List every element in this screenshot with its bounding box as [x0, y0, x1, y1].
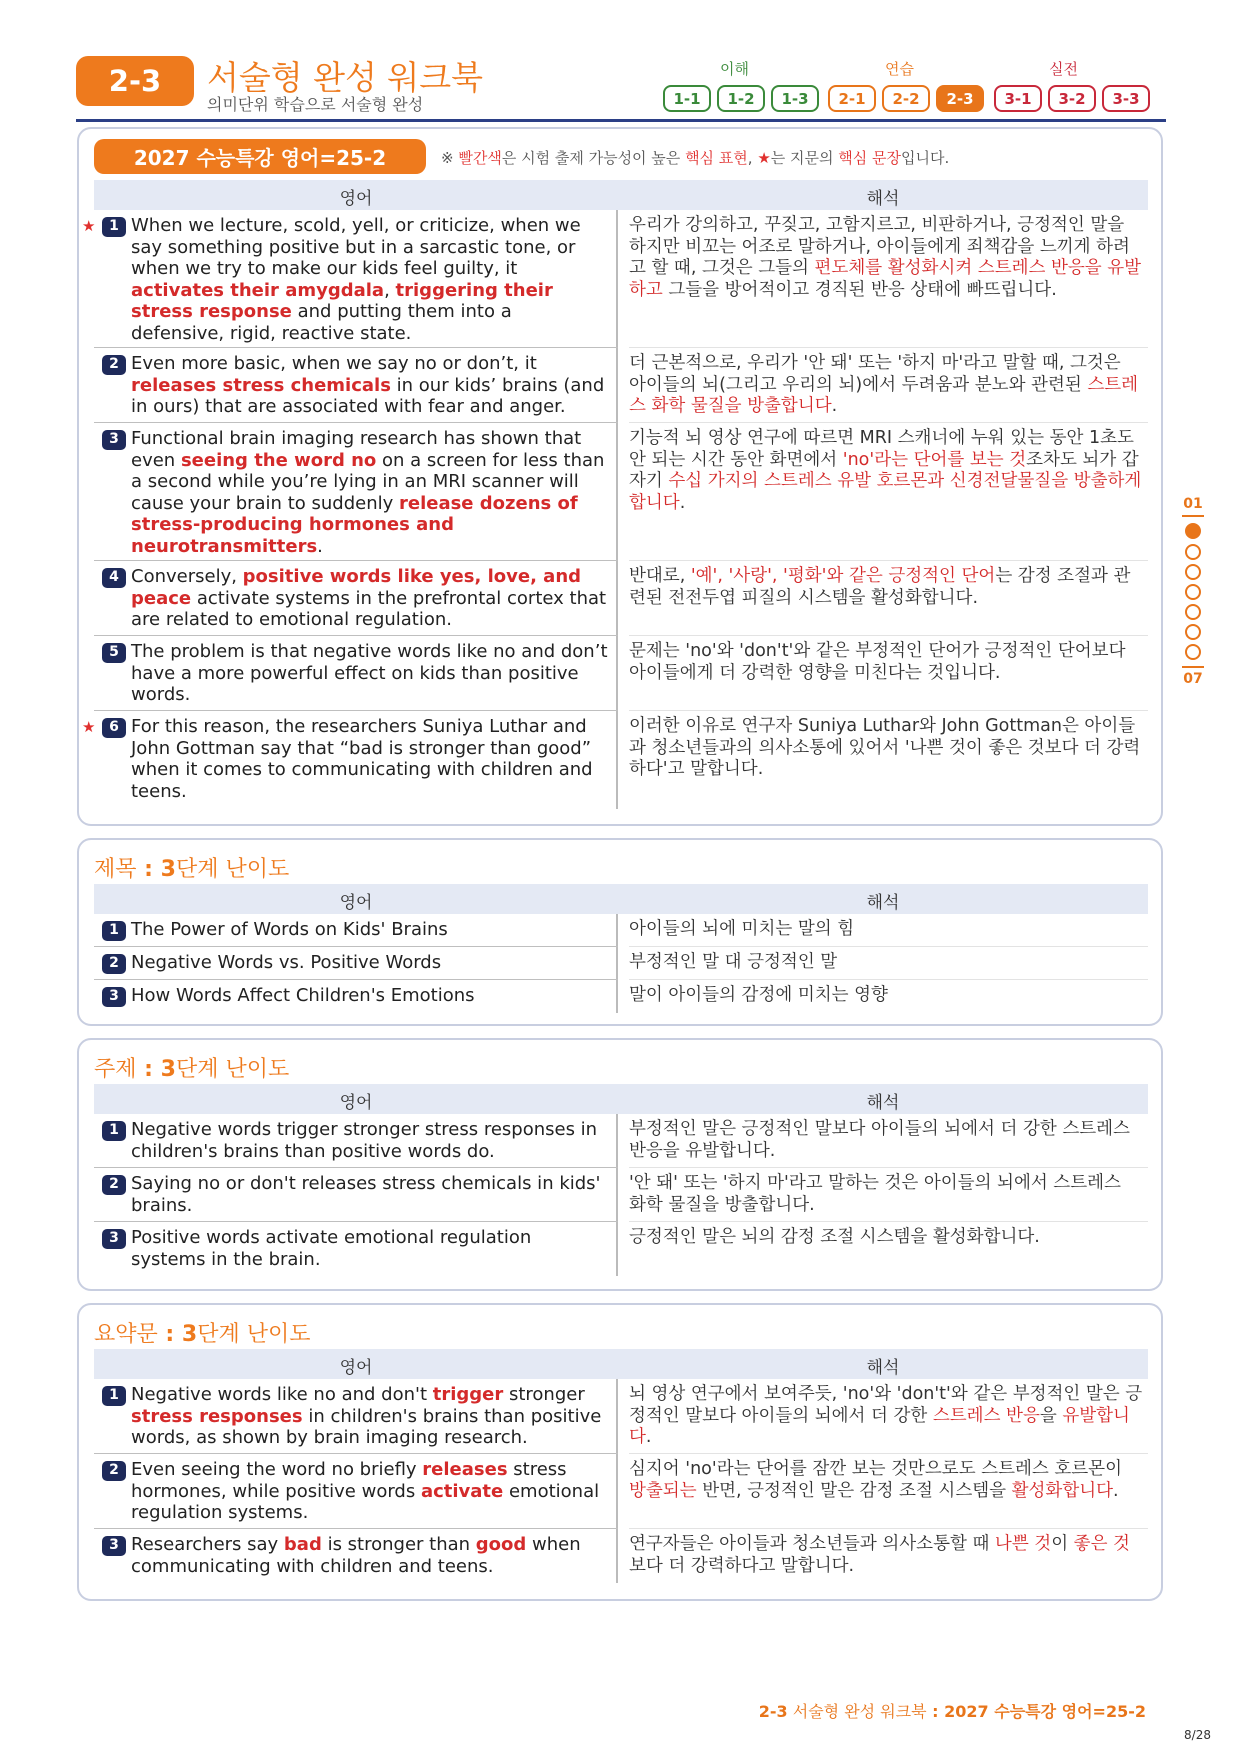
header-divider — [76, 119, 1166, 122]
sentence-text: Even seeing the word no briefly — [131, 1459, 423, 1480]
translation-text: 그들을 방어적이고 경직된 반응 상태에 빠뜨립니다. — [662, 279, 1057, 300]
section-title: 주제 : 3단계 난이도 — [94, 1057, 290, 1082]
progress-bar-bottom — [1182, 666, 1204, 668]
translation-text: . — [831, 396, 838, 417]
sentence-text: Researchers say — [131, 1534, 284, 1555]
sentence-text: The Power of Words on Kids' Brains — [131, 919, 448, 940]
header-korean: 해석 — [866, 189, 900, 209]
translation-text: 이러한 이유로 연구자 Suniya Luthar와 John Gottman은 아이들과 청소년들과의 의사소통에 있어서 '나쁜 것이 좋은 것보다 더 강력하다'고 말합니다. — [629, 716, 1141, 780]
table-row — [94, 1168, 1148, 1222]
progress-dot — [1185, 564, 1201, 580]
translation-text: 보다 더 강력하다고 말합니다. — [629, 1555, 855, 1576]
translation-text: . — [679, 492, 686, 513]
korean-cell — [629, 980, 1143, 1007]
english-cell — [94, 1379, 618, 1454]
topic-section-panel — [77, 1038, 1163, 1291]
page-number: 8/28 — [1184, 1728, 1211, 1742]
key-expression: positive words like yes, love, and peace — [131, 566, 582, 609]
english-cell — [94, 636, 618, 711]
korean-cell — [629, 1379, 1143, 1449]
row-number-badge: 1 — [102, 1121, 126, 1141]
source-label: 2027 수능특강 영어=25-2 — [94, 139, 426, 174]
translation-text: 이 — [1051, 1534, 1074, 1554]
korean-cell — [629, 914, 1143, 941]
key-expression: releases stress chemicals — [131, 374, 391, 396]
english-cell — [94, 1222, 618, 1276]
table-row — [94, 423, 1148, 561]
sentence-text: when communicating with children and teens. — [131, 1534, 581, 1577]
key-translation: 유발합니다 — [629, 1405, 1130, 1448]
translation-text: 반대로, — [629, 566, 691, 586]
row-number-badge: 3 — [102, 1536, 126, 1556]
key-translation: 활성화합니다 — [1011, 1480, 1114, 1501]
table-row — [82, 711, 1148, 809]
table-row — [94, 914, 1148, 947]
key-expression: release dozens of stress-producing hormones and neurotransmitters — [131, 492, 578, 557]
passage-panel — [77, 127, 1163, 826]
korean-cell — [629, 947, 1143, 974]
korean-cell — [629, 1168, 1143, 1216]
sentence-text: Saying no or don't releases stress chemicals in kids' brains. — [131, 1173, 601, 1216]
progress-start-number: 01 — [1183, 496, 1203, 512]
korean-cell — [629, 423, 1143, 514]
sentence-text: in our kids’ brains (and in ours) that are associated with fear and anger. — [131, 374, 605, 418]
table-row — [82, 210, 1148, 348]
translation-text: 반면, 긍정적인 말은 감정 조절 시스템을 — [696, 1480, 1012, 1501]
korean-cell — [629, 210, 1143, 301]
key-translation: 좋은 것 — [1073, 1534, 1130, 1554]
key-translation: 수십 가지의 스트레스 유발 호르몬과 신경전달물질을 방출하게 합니다 — [629, 471, 1142, 513]
key-translation: '예', '사랑', '평화'와 같은 긍정적인 단어 — [690, 566, 996, 586]
table-row — [94, 561, 1148, 636]
key-expression: seeing the word no — [180, 449, 377, 471]
english-cell — [94, 1529, 618, 1583]
sentence-text: . — [317, 535, 323, 557]
group-label-practice: 연습 — [885, 60, 914, 78]
korean-cell — [629, 1454, 1143, 1502]
row-number-badge: 2 — [102, 1175, 126, 1195]
page-title: 서술형 완성 워크북 — [207, 58, 484, 97]
key-translation: 스트레스 반응 — [932, 1405, 1040, 1426]
translation-text: '안 돼' 또는 '하지 마'라고 말하는 것은 아이들의 뇌에서 스트레스 화학 물질을 방출합니다. — [629, 1173, 1121, 1215]
sentence-text: For this reason, the researchers Suniya Luthar and John Gottman say that “bad is stronger than good” when it comes to communicating with children and teens. — [131, 716, 593, 802]
row-number-badge: 2 — [102, 355, 126, 375]
sentence-text: Negative Words vs. Positive Words — [131, 952, 442, 973]
sentence-text: The problem is that negative words like no and don’t have a more powerful effect on kids than positive words. — [131, 641, 608, 706]
progress-dot — [1185, 644, 1201, 660]
translation-text: 연구자들은 아이들과 청소년들과 의사소통할 때 — [629, 1534, 995, 1554]
unit-code-badge: 2-3 — [76, 56, 194, 106]
step-2-2[interactable]: 2-2 — [882, 85, 930, 112]
row-number-badge: 1 — [102, 921, 126, 941]
table-row — [94, 1529, 1148, 1583]
korean-cell — [629, 561, 1143, 609]
table-row — [94, 1454, 1148, 1529]
korean-cell — [629, 1114, 1143, 1162]
translation-text: . — [1113, 1480, 1119, 1501]
progress-bar-top — [1182, 515, 1204, 517]
page-subtitle: 의미단위 학습으로 서술형 완성 — [207, 95, 424, 114]
row-number-badge: 4 — [102, 568, 126, 588]
progress-dot — [1185, 584, 1201, 600]
sentence-text: stress hormones, while positive words — [131, 1459, 567, 1502]
table-row — [94, 1222, 1148, 1276]
key-expression: bad — [283, 1534, 322, 1555]
key-translation: 편도체를 활성화시켜 스트레스 반응을 유발하고 — [629, 258, 1142, 300]
translation-text: 아이들의 뇌에 미치는 말의 힘 — [629, 919, 855, 939]
table-row — [94, 1114, 1148, 1168]
translation-text: 뇌 영상 연구에서 보여주듯, 'no'와 'don't'와 같은 부정적인 말은 긍정적인 말보다 아이들의 뇌에서 더 강한 — [629, 1384, 1143, 1426]
table-row — [94, 1379, 1148, 1454]
group-label-understand: 이해 — [720, 60, 749, 78]
translation-text: 조차도 뇌가 갑자기 — [629, 449, 1139, 492]
table-row — [94, 980, 1148, 1013]
korean-cell — [629, 1529, 1143, 1577]
english-cell — [82, 210, 618, 348]
step-navigation — [663, 58, 1163, 118]
step-2-1[interactable]: 2-1 — [828, 85, 876, 112]
translation-text: 문제는 'no'와 'don't'와 같은 부정적인 단어가 긍정적인 단어보다 아이들에게 더 강력한 영향을 미친다는 것입니다. — [629, 641, 1126, 683]
section-title: 제목 : 3단계 난이도 — [94, 857, 290, 882]
key-sentence-star-icon: ★ — [82, 217, 96, 235]
row-number-badge: 1 — [102, 217, 126, 237]
title-section-panel — [77, 838, 1163, 1026]
step-1-3[interactable]: 1-3 — [771, 85, 819, 112]
legend-note: ※ 빨간색은 시험 출제 가능성이 높은 핵심 표현, ★는 지문의 핵심 문장입니다. — [441, 149, 950, 167]
progress-end-number: 07 — [1183, 671, 1203, 687]
translation-text: 는 감정 조절과 관련된 전전두엽 피질의 시스템을 활성화합니다. — [629, 566, 1131, 608]
sentence-text: Conversely, — [131, 566, 243, 587]
step-2-3[interactable]: 2-3 — [936, 85, 984, 112]
translation-text: 더 근본적으로, 우리가 '안 돼' 또는 '하지 마'라고 말할 때, 그것은 아이들의 뇌(그리고 우리의 뇌)에서 두려움과 분노와 관련된 — [629, 353, 1121, 395]
progress-dot — [1185, 544, 1201, 560]
english-cell — [94, 980, 618, 1013]
english-cell — [94, 1454, 618, 1529]
translation-text: 부정적인 말은 긍정적인 말보다 아이들의 뇌에서 더 강한 스트레스 반응을 유발합니다. — [629, 1119, 1130, 1161]
key-expression: activates their amygdala — [131, 279, 385, 301]
sentence-text: Functional brain imaging research has shown that even — [131, 428, 582, 471]
key-translation: 'no'라는 단어를 보는 것 — [842, 449, 1027, 470]
sentence-text: in children's brains than positive words, as shown by brain imaging research. — [131, 1405, 602, 1449]
table-row — [94, 947, 1148, 980]
step-1-1[interactable]: 1-1 — [663, 85, 711, 112]
sentence-text: and putting them into a defensive, rigid, reactive state. — [131, 301, 512, 344]
table-header: 영어 해석 — [94, 1084, 1148, 1114]
english-cell — [94, 1168, 618, 1222]
summary-section-panel — [77, 1303, 1163, 1601]
sentence-text: When we lecture, scold, yell, or criticize, when we say something positive but in a sarcastic tone, or when we try to make our kids feel guilty, it — [131, 215, 581, 280]
sentence-text: How Words Affect Children's Emotions — [131, 985, 475, 1006]
korean-cell — [629, 1222, 1143, 1249]
group-label-actual: 실전 — [1049, 60, 1078, 78]
key-expression: releases — [422, 1459, 508, 1480]
step-1-2[interactable]: 1-2 — [717, 85, 765, 112]
sentence-text: Negative words like no and don't — [131, 1384, 433, 1405]
row-number-badge: 6 — [102, 718, 126, 738]
row-number-badge: 3 — [102, 987, 126, 1007]
row-number-badge: 1 — [102, 1386, 126, 1406]
page-footer: 2-3 서술형 완성 워크북 : 2027 수능특강 영어=25-2 — [758, 1702, 1146, 1721]
korean-cell — [629, 711, 1143, 781]
key-expression: trigger — [432, 1384, 504, 1405]
step-3-1[interactable]: 3-1 — [994, 85, 1042, 112]
key-translation: 스트레스 화학 물질을 방출합니다 — [629, 374, 1139, 417]
key-expression: triggering their stress response — [131, 279, 553, 323]
korean-cell — [629, 348, 1143, 418]
key-translation: 나쁜 것 — [994, 1534, 1052, 1554]
translation-text: 긍정적인 말은 뇌의 감정 조절 시스템을 활성화합니다. — [629, 1227, 1040, 1247]
row-number-badge: 2 — [102, 1461, 126, 1481]
progress-dot-current — [1185, 523, 1201, 539]
translation-text: 부정적인 말 대 긍정적인 말 — [629, 952, 838, 972]
key-sentence-star-icon: ★ — [82, 718, 96, 736]
sentence-text: emotional regulation systems. — [131, 1480, 600, 1524]
sentence-text: Negative words trigger stronger stress responses in children's brains than positive words do. — [131, 1119, 598, 1162]
key-expression: good — [475, 1534, 527, 1555]
row-number-badge: 3 — [102, 430, 126, 450]
translation-text: 말이 아이들의 감정에 미치는 영향 — [629, 985, 888, 1005]
step-3-3[interactable]: 3-3 — [1102, 85, 1150, 112]
step-3-2[interactable]: 3-2 — [1048, 85, 1096, 112]
progress-dot — [1185, 624, 1201, 640]
english-cell — [94, 914, 618, 947]
english-cell — [94, 1114, 618, 1168]
sentence-text: , — [384, 279, 396, 301]
translation-text: 기능적 뇌 영상 연구에 따르면 MRI 스캐너에 누워 있는 동안 1초도 안 되는 시간 동안 화면에서 — [629, 428, 1134, 470]
table-header: 영어 해석 — [94, 884, 1148, 914]
table-row — [94, 348, 1148, 423]
translation-text: . — [645, 1427, 652, 1448]
table-header — [94, 180, 1148, 210]
sentence-text: Positive words activate emotional regulation systems in the brain. — [131, 1227, 532, 1270]
key-expression: stress responses — [131, 1405, 303, 1427]
progress-dot — [1185, 604, 1201, 620]
table-header: 영어 해석 — [94, 1349, 1148, 1379]
sentence-text: activate systems in the prefrontal cortex that are related to emotional regulation. — [131, 587, 607, 631]
side-progress — [1180, 496, 1206, 696]
sentence-text: is stronger than — [321, 1534, 476, 1555]
sentence-text: Even more basic, when we say no or don’t, it — [131, 353, 537, 374]
sentence-text: stronger — [503, 1384, 585, 1405]
row-number-badge: 5 — [102, 643, 126, 663]
section-title: 요약문 : 3단계 난이도 — [94, 1322, 311, 1347]
row-number-badge: 2 — [102, 954, 126, 974]
table-row — [94, 636, 1148, 711]
english-cell — [82, 711, 618, 809]
translation-text: 을 — [1039, 1405, 1063, 1426]
english-cell — [94, 947, 618, 980]
key-expression: activate — [420, 1480, 504, 1502]
english-cell — [94, 348, 618, 423]
translation-text: 심지어 'no'라는 단어를 잠깐 보는 것만으로도 스트레스 호르몬이 — [629, 1459, 1122, 1479]
translation-text: 우리가 강의하고, 꾸짖고, 고함지르고, 비판하거나, 긍정적인 말을 하지만 비꼬는 어조로 말하거나, 아이들에게 죄책감을 느끼게 하려고 할 때, 그것은 그들의 — [629, 215, 1130, 279]
sentence-text: on a screen for less than a second while you’re lying in an MRI scanner will cause your brain to suddenly — [131, 449, 605, 514]
english-cell — [94, 423, 618, 561]
key-translation: 방출되는 — [629, 1480, 697, 1501]
english-cell — [94, 561, 618, 636]
row-number-badge: 3 — [102, 1229, 126, 1249]
header-english: 영어 — [339, 189, 373, 209]
korean-cell — [629, 636, 1143, 684]
